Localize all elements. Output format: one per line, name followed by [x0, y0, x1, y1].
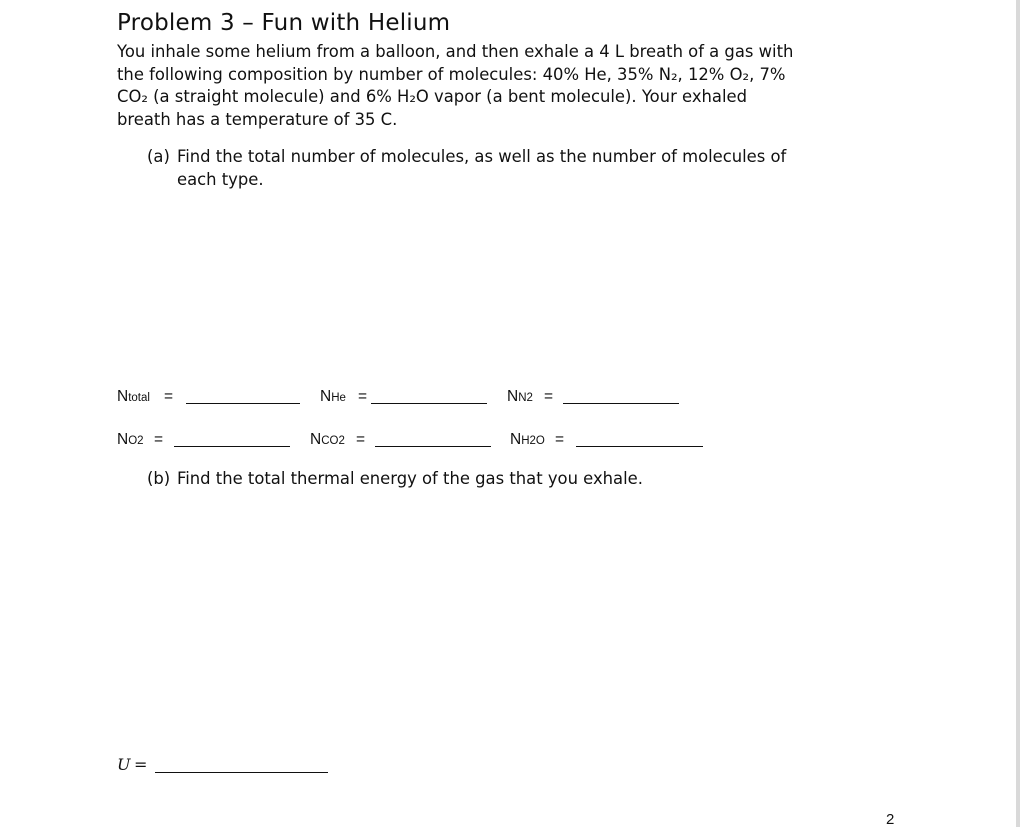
part-a-line: each type.	[177, 169, 264, 189]
page-number: 2	[886, 811, 895, 828]
n-co2-blank[interactable]	[375, 446, 491, 447]
n-o2-blank[interactable]	[174, 446, 290, 447]
subscript: H2O	[521, 435, 545, 447]
n-n2-label: NN2	[507, 388, 533, 405]
equals-sign: =	[544, 388, 554, 405]
problem-statement	[117, 41, 907, 131]
page-edge	[1016, 0, 1020, 827]
subscript: CO2	[321, 435, 345, 447]
part-b-text: Find the total thermal energy of the gas that you exhale.	[177, 469, 643, 488]
equals-sign: =	[164, 388, 174, 405]
n-total-label: Ntotal	[117, 388, 150, 405]
n-h2o-blank[interactable]	[576, 446, 703, 447]
equals-sign: =	[154, 431, 164, 448]
statement-line: CO₂ (a straight molecule) and 6% H₂O vapor (a bent molecule). Your exhaled	[117, 87, 747, 106]
energy-symbol: U	[117, 755, 131, 774]
equals-sign: =	[555, 431, 565, 448]
equals-sign: =	[358, 388, 368, 405]
subscript: total	[128, 392, 150, 404]
statement-line: breath has a temperature of 35 C.	[117, 109, 398, 129]
part-b-label: (b)	[147, 469, 171, 488]
energy-blank[interactable]	[155, 772, 328, 773]
n-h2o-label: NH2O	[510, 431, 545, 448]
statement-line: You inhale some helium from a balloon, and then exhale a 4 L breath of a gas with	[117, 42, 794, 61]
problem-title: Problem 3 – Fun with Helium	[117, 10, 451, 36]
n-co2-label: NCO2	[310, 431, 345, 448]
part-a-label: (a)	[147, 147, 170, 166]
equals-sign: =	[134, 755, 148, 774]
part-a-line: Find the total number of molecules, as well as the number of molecules of	[177, 147, 787, 166]
subscript: N2	[518, 392, 533, 404]
subscript: O2	[128, 435, 144, 447]
equals-sign: =	[356, 431, 366, 448]
statement-line: the following composition by number of molecules: 40% He, 35% N₂, 12% O₂, 7%	[117, 64, 786, 84]
n-he-blank[interactable]	[371, 403, 487, 404]
n-total-blank[interactable]	[186, 403, 300, 404]
n-n2-blank[interactable]	[563, 403, 679, 404]
n-he-label: NHe	[320, 388, 346, 405]
subscript: He	[331, 392, 346, 404]
part-a-text	[177, 146, 786, 191]
n-o2-label: NO2	[117, 431, 144, 448]
